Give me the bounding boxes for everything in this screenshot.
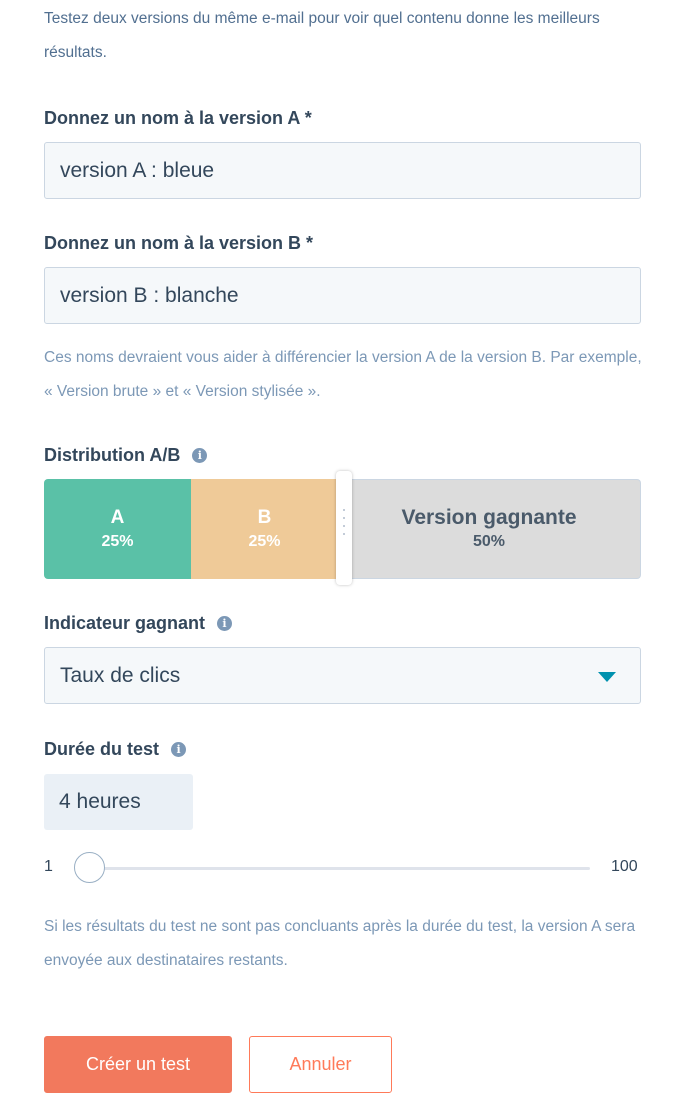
winning-metric-label bbox=[44, 613, 232, 634]
duration-slider-track[interactable] bbox=[74, 867, 590, 870]
version-a-label-text: Donnez un nom à la version A * bbox=[44, 108, 312, 128]
version-b-label bbox=[44, 233, 313, 254]
segment-b-name: B bbox=[257, 507, 272, 528]
winning-metric-select[interactable] bbox=[44, 647, 641, 704]
distribution-label bbox=[44, 445, 207, 466]
segment-a bbox=[44, 479, 191, 579]
version-b-input[interactable] bbox=[44, 267, 641, 324]
test-duration-value-text: 4 heures bbox=[59, 790, 141, 813]
slider-max-label: 100 bbox=[611, 858, 638, 875]
info-icon[interactable]: i bbox=[192, 448, 207, 463]
chevron-down-icon bbox=[598, 672, 616, 682]
intro-text: Testez deux versions du même e-mail pour voir quel contenu donne les meilleurs résultats. bbox=[44, 10, 600, 61]
duration-slider-thumb[interactable] bbox=[74, 852, 105, 883]
grip-icon bbox=[343, 509, 345, 511]
segment-winner-percent: 50% bbox=[472, 533, 506, 550]
segment-a-name: A bbox=[110, 507, 125, 528]
version-a-label bbox=[44, 108, 312, 129]
version-a-input[interactable] bbox=[44, 142, 641, 199]
info-icon[interactable]: i bbox=[217, 616, 232, 631]
test-duration-label-text: Durée du test bbox=[44, 739, 160, 759]
segment-b-percent: 25% bbox=[248, 533, 281, 550]
segment-b bbox=[191, 479, 338, 579]
ab-distribution-bar[interactable] bbox=[44, 479, 641, 579]
segment-winner bbox=[338, 479, 641, 579]
cancel-button[interactable]: Annuler bbox=[249, 1036, 392, 1093]
duration-hint: Si les résultats du test ne sont pas concluants après la durée du test, la version A sera envoyée aux destinataires restants. bbox=[44, 918, 636, 969]
segment-a-percent: 25% bbox=[101, 533, 134, 550]
distribution-label-text: Distribution A/B bbox=[44, 445, 181, 465]
version-b-label-text: Donnez un nom à la version B * bbox=[44, 233, 314, 253]
winning-metric-label-text: Indicateur gagnant bbox=[44, 613, 206, 633]
test-duration-label bbox=[44, 739, 186, 760]
winning-metric-value: Taux de clics bbox=[60, 663, 181, 687]
slider-min-label: 1 bbox=[44, 858, 53, 875]
info-icon[interactable]: i bbox=[171, 742, 186, 757]
segment-winner-name: Version gagnante bbox=[401, 506, 577, 529]
test-duration-value bbox=[44, 774, 193, 830]
names-hint: Ces noms devraient vous aider à différencier la version A de la version B. Par exemple, « Version brute » et « Version stylisée ». bbox=[44, 349, 642, 400]
create-test-button[interactable]: Créer un test bbox=[44, 1036, 232, 1093]
distribution-drag-handle[interactable] bbox=[336, 471, 352, 585]
